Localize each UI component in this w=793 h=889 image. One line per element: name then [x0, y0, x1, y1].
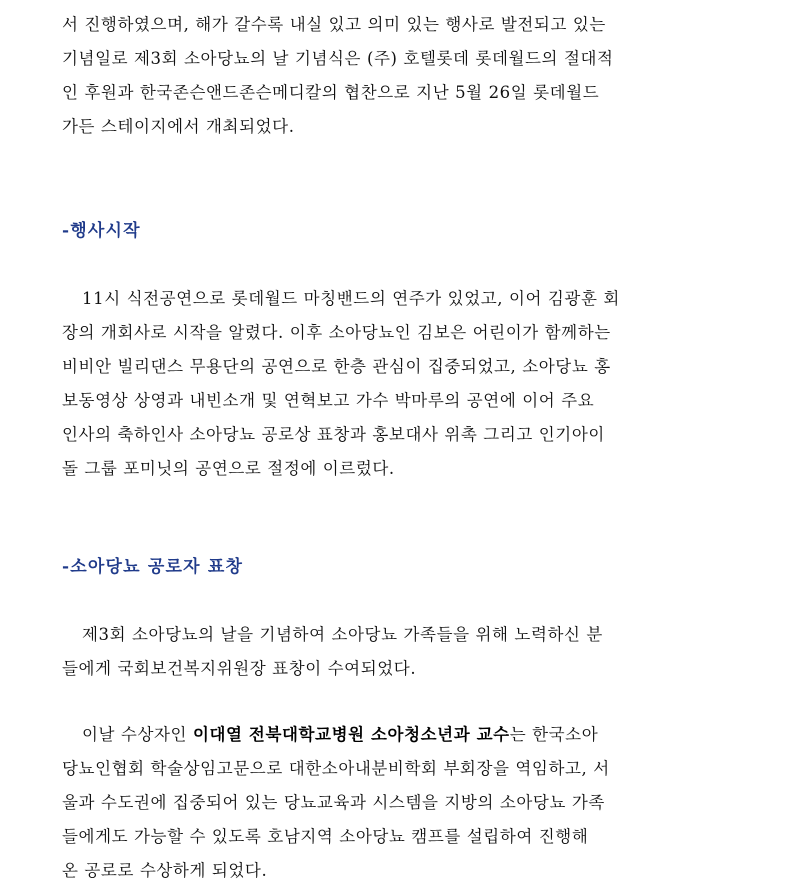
- recipient-prefix: 이날 수상자인: [82, 725, 193, 744]
- award-paragraph-1: [62, 618, 710, 686]
- recipient-suffix: 는 한국소아: [509, 725, 599, 744]
- award-line: 들에게 국회보건복지위원장 표창이 수여되었다.: [62, 659, 417, 678]
- section-heading-award: -소아당뇨 공로자 표창: [62, 557, 244, 577]
- award-line: 들에게도 가능할 수 있도록 호남지역 소아당뇨 캠프를 설립하여 진행해: [62, 827, 589, 846]
- event-start-paragraph: [62, 282, 710, 486]
- event-line: 장의 개회사로 시작을 알렸다. 이후 소아당뇨인 김보은 어린이가 함께하는: [62, 323, 611, 342]
- event-line: 11시 식전공연으로 롯데월드 마칭밴드의 연주가 있었고, 이어 김광훈 회: [82, 289, 620, 308]
- event-line: 보동영상 상영과 내빈소개 및 연혁보고 가수 박마루의 공연에 이어 주요: [62, 391, 595, 410]
- event-line: 인사의 축하인사 소아당뇨 공로상 표창과 홍보대사 위촉 그리고 인기아이: [62, 425, 605, 444]
- intro-paragraph: [62, 8, 710, 144]
- recipient-name: 이대열 전북대학교병원 소아청소년과 교수: [192, 725, 510, 744]
- award-line: 온 공로로 수상하게 되었다.: [62, 861, 268, 880]
- section-heading-event-start: -행사시작: [62, 221, 141, 241]
- intro-line: 기념일로 제3회 소아당뇨의 날 기념식은 (주) 호텔롯데 롯데월드의 절대적: [62, 49, 614, 68]
- intro-line: 가든 스테이지에서 개최되었다.: [62, 117, 295, 136]
- award-line: 당뇨인협회 학술상임고문으로 대한소아내분비학회 부회장을 역임하고, 서: [62, 759, 610, 778]
- award-paragraph-2: [62, 718, 710, 888]
- event-line: 비비안 빌리댄스 무용단의 공연으로 한층 관심이 집중되었고, 소아당뇨 홍: [62, 357, 611, 376]
- event-line: 돌 그룹 포미닛의 공연으로 절정에 이르렀다.: [62, 459, 395, 478]
- award-recipient-line: [62, 718, 710, 752]
- award-line: 울과 수도권에 집중되어 있는 당뇨교육과 시스템을 지방의 소아당뇨 가족: [62, 793, 605, 812]
- intro-line: 인 후원과 한국존슨앤드존슨메디칼의 협찬으로 지난 5월 26일 롯데월드: [62, 83, 600, 102]
- award-line: 제3회 소아당뇨의 날을 기념하여 소아당뇨 가족들을 위해 노력하신 분: [82, 625, 603, 644]
- intro-line: 서 진행하였으며, 해가 갈수록 내실 있고 의미 있는 행사로 발전되고 있는: [62, 15, 606, 34]
